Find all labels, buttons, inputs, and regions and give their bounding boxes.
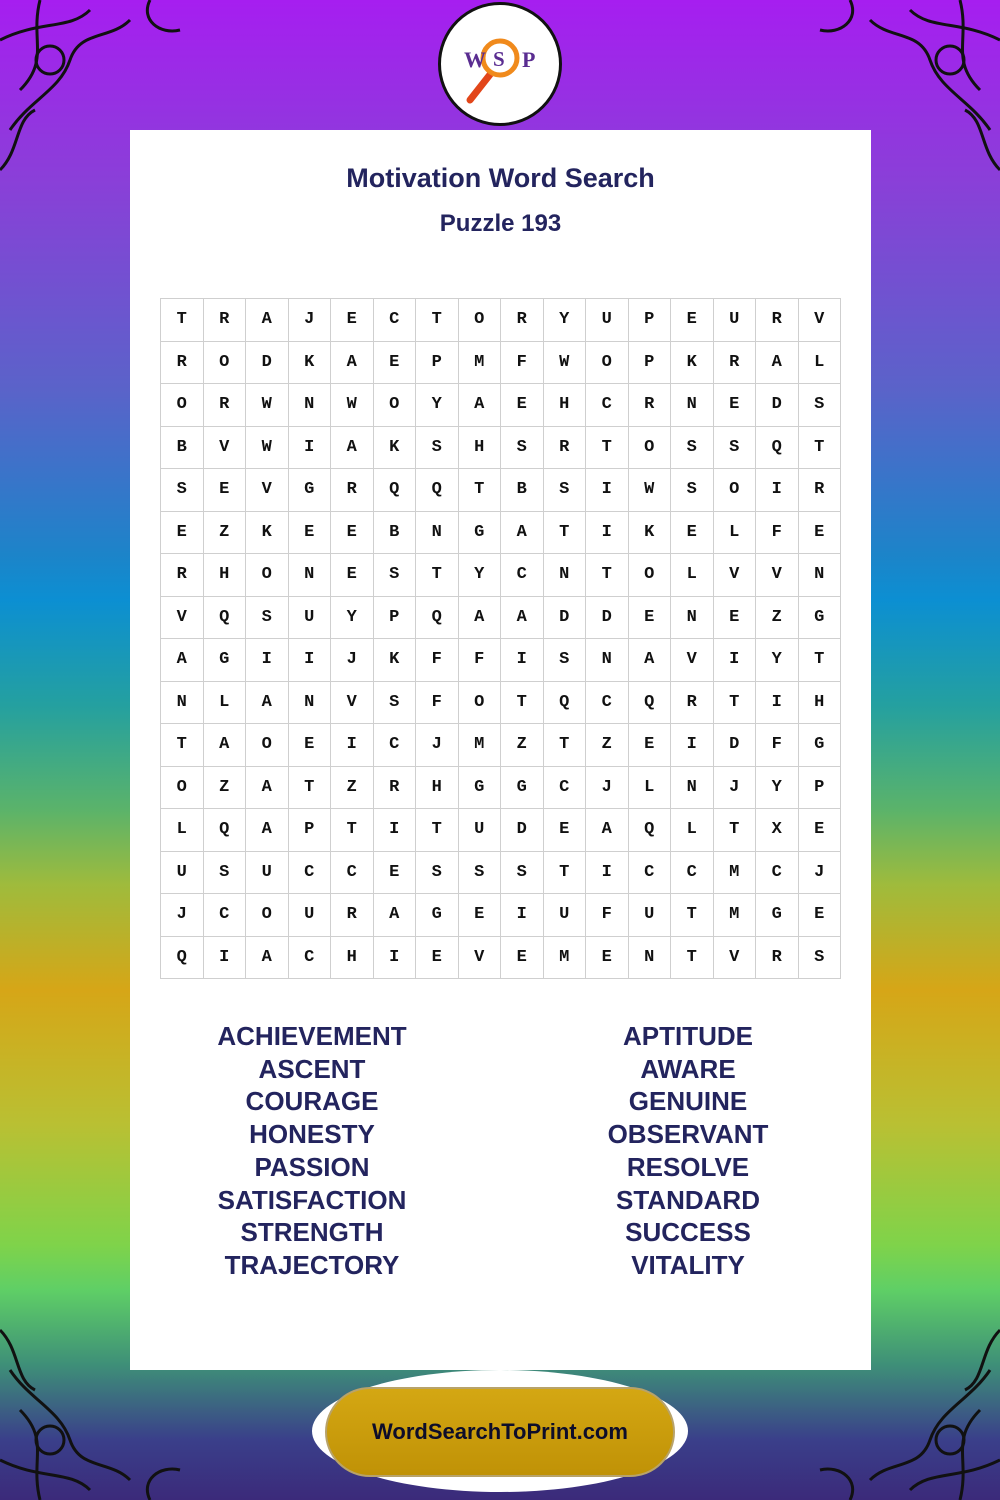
grid-cell[interactable]: C [289,852,332,895]
grid-cell[interactable]: Y [756,767,799,810]
grid-cell[interactable]: E [374,342,417,385]
grid-cell[interactable]: Y [756,639,799,682]
grid-cell[interactable]: O [459,299,502,342]
grid-cell[interactable]: Z [331,767,374,810]
logo-letter-w: W [464,47,486,72]
grid-cell[interactable]: G [501,767,544,810]
grid-cell[interactable]: V [331,682,374,725]
grid-cell[interactable]: P [289,809,332,852]
grid-cell[interactable]: V [161,597,204,640]
grid-cell[interactable]: I [671,724,714,767]
grid-cell[interactable]: H [799,682,842,725]
grid-cell[interactable]: U [629,894,672,937]
grid-cell[interactable]: I [374,937,417,980]
grid-cell[interactable]: I [714,639,757,682]
word-list-right [528,1020,848,1282]
grid-cell[interactable]: R [799,469,842,512]
grid-cell[interactable]: R [374,767,417,810]
grid-cell[interactable]: W [246,384,289,427]
grid-cell[interactable]: Q [544,682,587,725]
word-list-item: SUCCESS [625,1217,751,1248]
grid-cell[interactable]: T [714,682,757,725]
grid-cell[interactable]: T [714,809,757,852]
grid-cell[interactable]: E [374,852,417,895]
grid-cell[interactable]: H [416,767,459,810]
grid-cell[interactable]: F [756,724,799,767]
grid-cell[interactable]: T [671,937,714,980]
grid-cell[interactable]: O [246,554,289,597]
grid-cell[interactable]: I [501,639,544,682]
grid-cell[interactable]: Q [416,469,459,512]
grid-cell[interactable]: Z [586,724,629,767]
word-list-item: ASCENT [258,1053,366,1084]
grid-cell[interactable]: D [756,384,799,427]
logo-letter-s: S [493,47,505,71]
grid-cell[interactable]: I [204,937,247,980]
grid-cell[interactable]: C [629,852,672,895]
grid-cell[interactable]: S [161,469,204,512]
grid-cell[interactable]: O [246,894,289,937]
grid-cell[interactable]: W [331,384,374,427]
grid-cell[interactable]: Q [629,809,672,852]
grid-cell[interactable]: H [459,427,502,470]
grid-cell[interactable]: D [586,597,629,640]
grid-cell[interactable]: E [331,512,374,555]
grid-cell[interactable]: Z [756,597,799,640]
grid-cell[interactable]: S [799,384,842,427]
grid-cell[interactable]: C [289,937,332,980]
grid-cell[interactable]: R [331,894,374,937]
word-list-item: APTITUDE [623,1021,753,1051]
grid-cell[interactable]: S [374,554,417,597]
grid-cell[interactable]: E [544,809,587,852]
grid-cell[interactable]: V [799,299,842,342]
grid-cell[interactable]: C [204,894,247,937]
grid-cell[interactable]: S [501,852,544,895]
grid-cell[interactable]: X [756,809,799,852]
grid-cell[interactable]: W [246,427,289,470]
grid-cell[interactable]: E [629,597,672,640]
word-list-item: OBSERVANT [607,1119,769,1150]
grid-cell[interactable]: G [799,724,842,767]
grid-cell[interactable]: A [246,937,289,980]
grid-cell[interactable]: H [544,384,587,427]
grid-cell[interactable]: D [544,597,587,640]
grid-cell[interactable]: I [756,682,799,725]
grid-cell[interactable]: M [544,937,587,980]
grid-cell[interactable]: L [629,767,672,810]
grid-cell[interactable]: Q [374,469,417,512]
grid-cell[interactable]: R [629,384,672,427]
grid-cell[interactable]: O [586,342,629,385]
grid-cell[interactable]: E [586,937,629,980]
word-list-left [152,1020,472,1282]
grid-cell[interactable]: F [459,639,502,682]
grid-cell[interactable]: A [629,639,672,682]
site-link-button[interactable]: WordSearchToPrint.com [325,1387,675,1477]
grid-cell[interactable]: A [586,809,629,852]
grid-cell[interactable]: V [671,639,714,682]
grid-cell[interactable]: G [756,894,799,937]
grid-cell[interactable]: O [246,724,289,767]
grid-cell[interactable]: S [544,469,587,512]
grid-cell[interactable]: J [289,299,332,342]
grid-cell[interactable]: L [671,554,714,597]
grid-cell[interactable]: R [756,937,799,980]
grid-cell[interactable]: R [714,342,757,385]
grid-cell[interactable]: T [544,512,587,555]
grid-cell[interactable]: R [331,469,374,512]
grid-cell[interactable]: R [204,384,247,427]
grid-cell[interactable]: U [544,894,587,937]
grid-cell[interactable]: I [501,894,544,937]
grid-cell[interactable]: C [331,852,374,895]
grid-cell[interactable]: T [459,469,502,512]
grid-cell[interactable]: U [459,809,502,852]
grid-cell[interactable]: N [289,682,332,725]
grid-cell[interactable]: T [586,427,629,470]
grid-cell[interactable]: P [799,767,842,810]
grid-cell[interactable]: S [374,682,417,725]
grid-cell[interactable]: A [459,384,502,427]
grid-cell[interactable]: O [459,682,502,725]
word-list-item: VITALITY [631,1249,745,1280]
grid-cell[interactable]: Q [756,427,799,470]
grid-cell[interactable]: E [799,894,842,937]
grid-cell[interactable]: E [671,512,714,555]
word-list-item: HONESTY [249,1119,375,1150]
grid-cell[interactable]: I [374,809,417,852]
grid-cell[interactable]: O [204,342,247,385]
grid-cell[interactable]: I [756,469,799,512]
grid-cell[interactable]: Q [416,597,459,640]
grid-cell[interactable]: Y [544,299,587,342]
grid-cell[interactable]: R [501,299,544,342]
grid-cell[interactable]: A [756,342,799,385]
grid-cell[interactable]: E [459,894,502,937]
grid-cell[interactable]: J [416,724,459,767]
grid-cell[interactable]: S [714,427,757,470]
grid-cell[interactable]: E [204,469,247,512]
grid-cell[interactable]: G [289,469,332,512]
grid-cell[interactable]: O [161,384,204,427]
grid-cell[interactable]: G [204,639,247,682]
grid-cell[interactable]: R [161,342,204,385]
grid-cell[interactable]: S [501,427,544,470]
grid-cell[interactable]: S [416,852,459,895]
grid-cell[interactable]: S [671,427,714,470]
grid-cell[interactable]: I [289,427,332,470]
grid-cell[interactable]: J [714,767,757,810]
grid-cell[interactable]: Y [416,384,459,427]
letter-grid [160,298,841,979]
grid-cell[interactable]: T [289,767,332,810]
grid-cell[interactable]: S [416,427,459,470]
grid-cell[interactable]: N [629,937,672,980]
grid-cell[interactable]: S [799,937,842,980]
grid-cell[interactable]: R [756,299,799,342]
grid-cell[interactable]: P [629,342,672,385]
grid-cell[interactable]: Q [204,597,247,640]
word-list-item: ACHIEVEMENT [217,1021,407,1051]
grid-cell[interactable]: E [501,384,544,427]
grid-cell[interactable]: T [586,554,629,597]
grid-cell[interactable]: R [161,554,204,597]
grid-cell[interactable]: F [586,894,629,937]
grid-cell[interactable]: K [374,427,417,470]
grid-cell[interactable]: V [714,937,757,980]
grid-cell[interactable]: Z [204,767,247,810]
grid-cell[interactable]: K [246,512,289,555]
grid-cell[interactable]: F [416,639,459,682]
grid-cell[interactable]: E [501,937,544,980]
word-list-item: STANDARD [616,1184,760,1215]
grid-cell[interactable]: L [204,682,247,725]
grid-cell[interactable]: E [331,299,374,342]
grid-cell[interactable]: T [799,639,842,682]
grid-cell[interactable]: N [671,597,714,640]
grid-cell[interactable]: E [416,937,459,980]
grid-cell[interactable]: H [204,554,247,597]
puzzle-card [130,130,871,1370]
grid-cell[interactable]: R [544,427,587,470]
grid-cell[interactable]: E [714,597,757,640]
grid-cell[interactable]: A [246,767,289,810]
grid-cell[interactable]: O [714,469,757,512]
grid-cell[interactable]: G [459,767,502,810]
grid-cell[interactable]: U [161,852,204,895]
grid-cell[interactable]: Q [204,809,247,852]
word-list-item: PASSION [254,1151,370,1182]
grid-cell[interactable]: K [671,342,714,385]
grid-cell[interactable]: B [374,512,417,555]
grid-cell[interactable]: U [246,852,289,895]
grid-cell[interactable]: N [289,384,332,427]
grid-cell[interactable]: V [204,427,247,470]
grid-cell[interactable]: E [161,512,204,555]
grid-cell[interactable]: C [671,852,714,895]
grid-cell[interactable]: A [204,724,247,767]
grid-cell[interactable]: A [501,512,544,555]
grid-cell[interactable]: W [629,469,672,512]
grid-cell[interactable]: I [586,852,629,895]
grid-cell[interactable]: E [799,809,842,852]
grid-cell[interactable]: D [246,342,289,385]
grid-cell[interactable]: J [331,639,374,682]
grid-cell[interactable]: M [459,724,502,767]
word-list-item: SATISFACTION [217,1184,407,1215]
grid-cell[interactable]: S [459,852,502,895]
magnifier-icon [450,14,550,114]
grid-cell[interactable]: D [714,724,757,767]
grid-cell[interactable]: N [544,554,587,597]
grid-cell[interactable]: I [586,469,629,512]
grid-cell[interactable]: F [756,512,799,555]
grid-cell[interactable]: K [374,639,417,682]
grid-cell[interactable]: T [544,852,587,895]
grid-cell[interactable]: B [161,427,204,470]
grid-cell[interactable]: J [161,894,204,937]
grid-cell[interactable]: U [714,299,757,342]
grid-cell[interactable]: V [756,554,799,597]
grid-cell[interactable]: N [289,554,332,597]
grid-cell[interactable]: Q [161,937,204,980]
grid-cell[interactable]: A [501,597,544,640]
grid-cell[interactable]: C [756,852,799,895]
grid-cell[interactable]: P [374,597,417,640]
grid-cell[interactable]: T [416,809,459,852]
grid-cell[interactable]: Z [501,724,544,767]
grid-cell[interactable]: N [799,554,842,597]
word-list-item: RESOLVE [626,1151,750,1182]
grid-cell[interactable]: W [544,342,587,385]
word-list-item: AWARE [640,1053,736,1084]
grid-cell[interactable]: T [671,894,714,937]
wsp-logo[interactable] [438,2,562,126]
grid-cell[interactable]: B [501,469,544,512]
grid-cell[interactable]: Z [204,512,247,555]
grid-cell[interactable]: F [501,342,544,385]
grid-cell[interactable]: C [544,767,587,810]
grid-cell[interactable]: N [586,639,629,682]
grid-cell[interactable]: Q [629,682,672,725]
grid-cell[interactable]: G [799,597,842,640]
grid-cell[interactable]: O [629,554,672,597]
grid-cell[interactable]: L [671,809,714,852]
grid-cell[interactable]: T [799,427,842,470]
grid-cell[interactable]: C [586,384,629,427]
grid-cell[interactable]: M [714,894,757,937]
grid-cell[interactable]: C [374,724,417,767]
grid-cell[interactable]: E [629,724,672,767]
grid-cell[interactable]: C [374,299,417,342]
grid-cell[interactable]: T [501,682,544,725]
grid-cell[interactable]: A [161,639,204,682]
grid-cell[interactable]: G [416,894,459,937]
logo-letter-p: P [522,47,536,72]
grid-cell[interactable]: J [586,767,629,810]
grid-cell[interactable]: A [374,894,417,937]
grid-cell[interactable]: O [374,384,417,427]
grid-cell[interactable]: N [161,682,204,725]
grid-cell[interactable]: I [289,639,332,682]
grid-cell[interactable]: V [459,937,502,980]
grid-cell[interactable]: M [459,342,502,385]
grid-cell[interactable]: T [161,299,204,342]
grid-cell[interactable]: K [629,512,672,555]
grid-cell[interactable]: E [331,554,374,597]
grid-cell[interactable]: U [289,894,332,937]
grid-cell[interactable]: N [671,384,714,427]
grid-cell[interactable]: O [161,767,204,810]
grid-cell[interactable]: E [289,724,332,767]
grid-cell[interactable]: H [331,937,374,980]
grid-cell[interactable]: R [671,682,714,725]
grid-cell[interactable]: A [459,597,502,640]
grid-cell[interactable]: L [799,342,842,385]
grid-cell[interactable]: A [331,342,374,385]
grid-cell[interactable]: C [586,682,629,725]
grid-cell[interactable]: S [204,852,247,895]
grid-cell[interactable]: M [714,852,757,895]
word-list-item: COURAGE [245,1086,379,1117]
word-list-item: STRENGTH [240,1217,384,1248]
grid-cell[interactable]: E [714,384,757,427]
grid-cell[interactable]: A [246,809,289,852]
grid-cell[interactable]: Y [459,554,502,597]
grid-cell[interactable]: A [246,682,289,725]
grid-cell[interactable]: C [501,554,544,597]
grid-cell[interactable]: U [586,299,629,342]
grid-cell[interactable]: S [671,469,714,512]
grid-cell[interactable]: L [714,512,757,555]
grid-cell[interactable]: P [629,299,672,342]
grid-cell[interactable]: T [416,554,459,597]
word-list-item: TRAJECTORY [224,1249,400,1280]
grid-cell[interactable]: E [799,512,842,555]
grid-cell[interactable]: E [671,299,714,342]
puzzle-number: Puzzle 193 [439,210,562,237]
grid-cell[interactable]: T [544,724,587,767]
grid-cell[interactable]: F [416,682,459,725]
grid-cell[interactable]: U [289,597,332,640]
puzzle-title: Motivation Word Search [346,163,655,193]
grid-cell[interactable]: G [459,512,502,555]
grid-cell[interactable]: S [544,639,587,682]
grid-cell[interactable]: O [629,427,672,470]
grid-cell[interactable]: K [289,342,332,385]
grid-cell[interactable]: T [161,724,204,767]
grid-cell[interactable]: L [161,809,204,852]
grid-cell[interactable]: D [501,809,544,852]
grid-cell[interactable]: J [799,852,842,895]
grid-cell[interactable]: E [289,512,332,555]
grid-cell[interactable]: T [416,299,459,342]
word-list-item: GENUINE [628,1086,748,1117]
grid-cell[interactable]: P [416,342,459,385]
grid-cell[interactable]: A [246,299,289,342]
grid-cell[interactable]: V [246,469,289,512]
grid-cell[interactable]: T [331,809,374,852]
grid-cell[interactable]: N [416,512,459,555]
grid-cell[interactable]: V [714,554,757,597]
grid-cell[interactable]: I [246,639,289,682]
grid-cell[interactable]: A [331,427,374,470]
grid-cell[interactable]: R [204,299,247,342]
grid-cell[interactable]: N [671,767,714,810]
grid-cell[interactable]: S [246,597,289,640]
grid-cell[interactable]: Y [331,597,374,640]
grid-cell[interactable]: I [331,724,374,767]
grid-cell[interactable]: I [586,512,629,555]
